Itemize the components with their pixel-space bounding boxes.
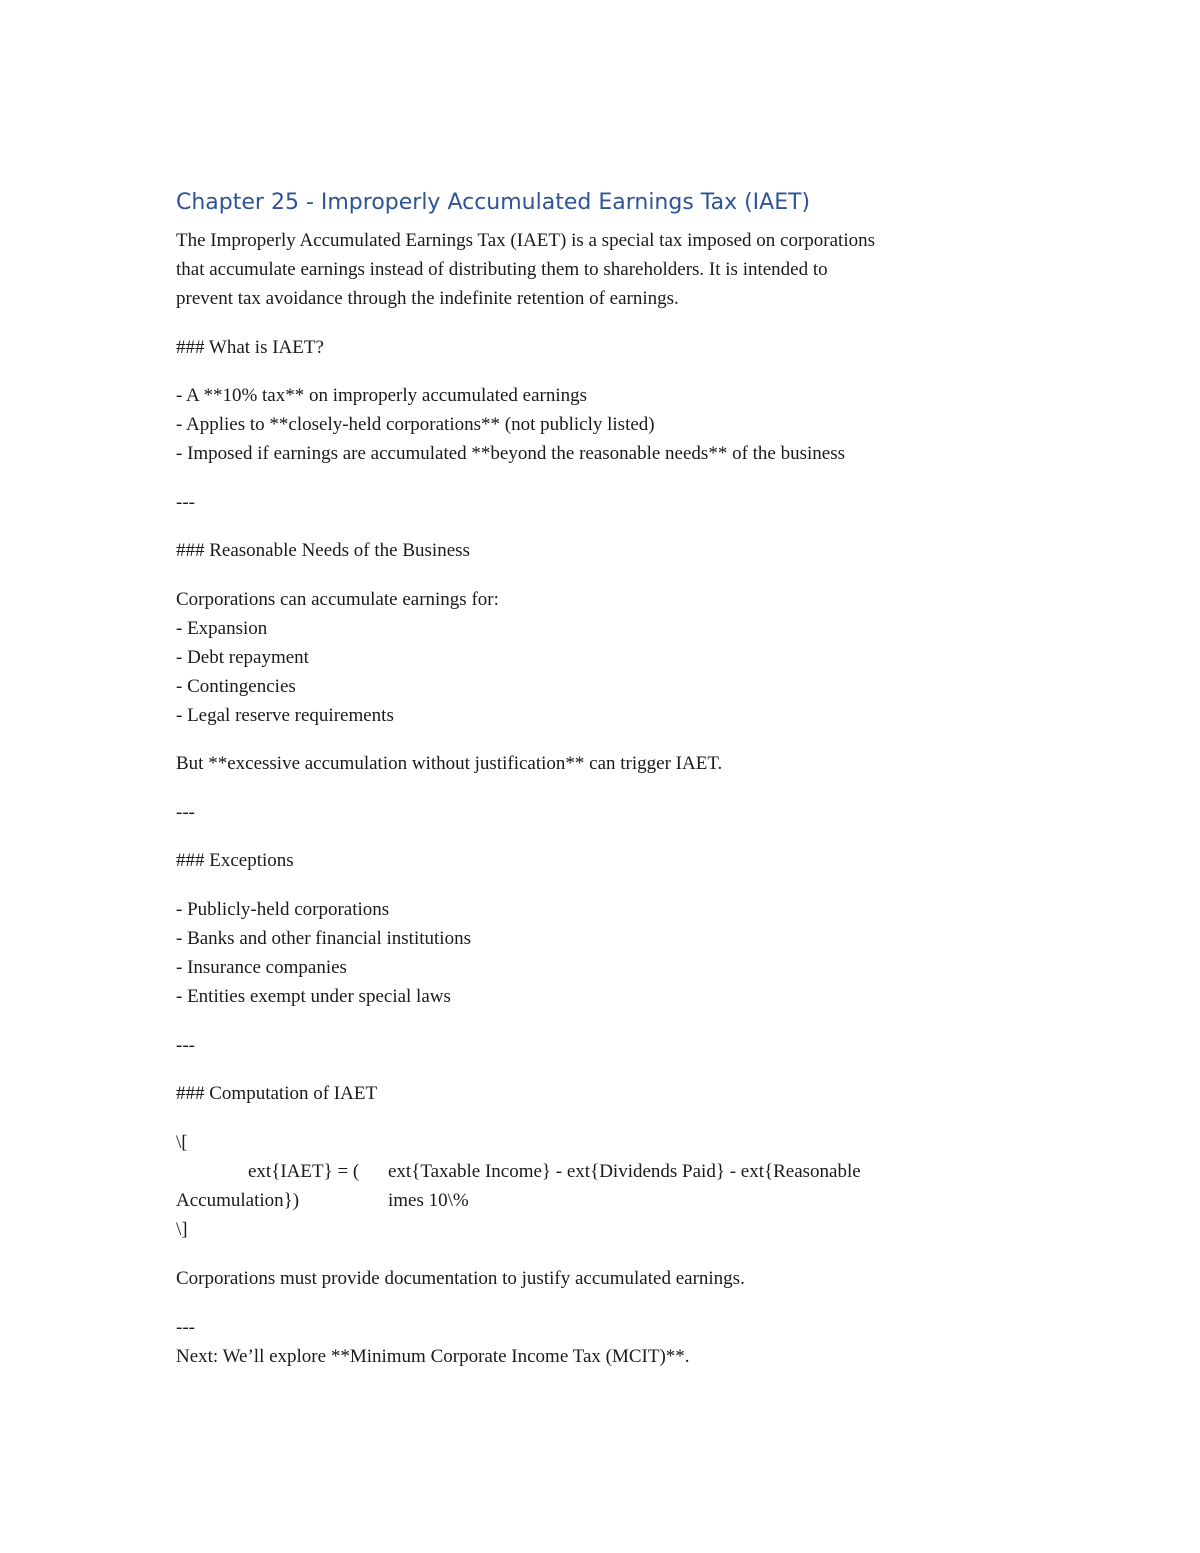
math-close: \] <box>176 1219 188 1240</box>
list-item: - A **10% tax** on improperly accumulated earnings <box>176 385 588 406</box>
needs-lead: Corporations can accumulate earnings for: <box>176 589 499 610</box>
needs-note: But **excessive accumulation without justification** can trigger IAET. <box>176 753 723 774</box>
separator: --- <box>176 802 195 823</box>
section-heading-what: ### What is IAET? <box>176 337 324 358</box>
separator: --- <box>176 1035 195 1056</box>
math-line-2a: Accumulation}) <box>176 1190 300 1211</box>
math-line-1a: ext{IAET} = ( <box>248 1161 360 1182</box>
section-heading-needs: ### Reasonable Needs of the Business <box>176 540 470 561</box>
math-open: \[ <box>176 1132 188 1153</box>
list-item: - Applies to **closely-held corporations** (not publicly listed) <box>176 414 655 435</box>
section-heading-exceptions: ### Exceptions <box>176 850 294 871</box>
list-item: - Contingencies <box>176 676 296 697</box>
computation-note: Corporations must provide documentation to justify accumulated earnings. <box>176 1268 745 1289</box>
section-heading-computation: ### Computation of IAET <box>176 1083 378 1104</box>
list-item: - Entities exempt under special laws <box>176 986 451 1007</box>
separator: --- <box>176 1317 195 1338</box>
list-item: - Imposed if earnings are accumulated **beyond the reasonable needs** of the business <box>176 443 845 464</box>
intro-line-1: The Improperly Accumulated Earnings Tax (IAET) is a special tax imposed on corporations <box>176 230 876 251</box>
math-line-1b: ext{Taxable Income} - ext{Dividends Paid} - ext{Reasonable <box>388 1161 861 1182</box>
intro-line-3: prevent tax avoidance through the indefinite retention of earnings. <box>176 288 679 309</box>
list-item: - Insurance companies <box>176 957 347 978</box>
separator: --- <box>176 492 195 513</box>
math-line-2b: imes 10\% <box>388 1190 469 1211</box>
list-item: - Banks and other financial institutions <box>176 928 471 949</box>
intro-line-2: that accumulate earnings instead of distributing them to shareholders. It is intended to <box>176 259 828 280</box>
list-item: - Publicly-held corporations <box>176 899 390 920</box>
chapter-title: Chapter 25 - Improperly Accumulated Earnings Tax (IAET) <box>176 190 811 215</box>
list-item: - Expansion <box>176 618 268 639</box>
list-item: - Legal reserve requirements <box>176 705 394 726</box>
next-line: Next: We’ll explore **Minimum Corporate Income Tax (MCIT)**. <box>176 1346 690 1367</box>
list-item: - Debt repayment <box>176 647 309 668</box>
